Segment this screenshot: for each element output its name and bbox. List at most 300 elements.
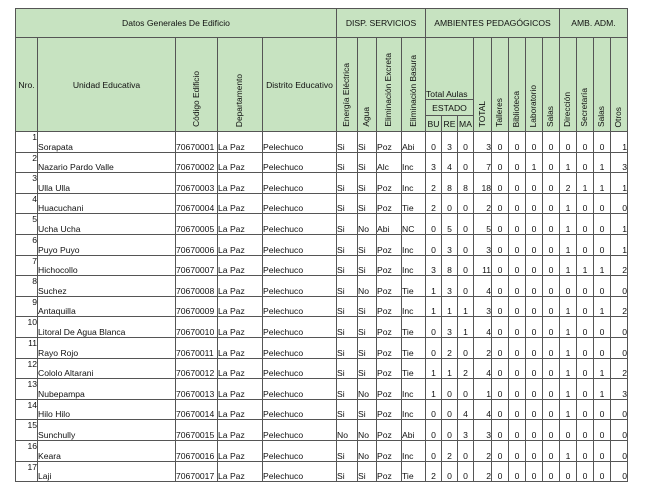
cell-salas-administrativas: 0 [594,420,611,441]
cell-direccion: 1 [560,399,577,420]
cell-direccion: 0 [560,420,577,441]
cell-aulas-ma: 0 [458,193,474,214]
cell-aulas-ma: 0 [458,234,474,255]
cell-laboratorio: 0 [526,193,543,214]
cell-salas-pedagogicas: 0 [543,317,560,338]
cell-direccion: 1 [560,255,577,276]
cell-codigo-edificio: 70670003 [176,173,218,194]
cell-direccion: 1 [560,234,577,255]
cell-agua: Si [358,399,377,420]
cell-aulas-total: 11 [474,255,492,276]
cell-agua: Si [358,358,377,379]
header-eliminacion-basura [402,38,426,132]
cell-eliminacion-basura: Inc [402,173,426,194]
cell-laboratorio: 0 [526,379,543,400]
cell-salas-administrativas: 1 [594,358,611,379]
cell-aulas-bu: 2 [426,193,442,214]
cell-unidad-educativa: Hilo Hilo [38,399,176,420]
header-otros-label: Otros [613,106,624,127]
header-secretaria-label: Secretaría [579,88,590,127]
cell-energia-electrica: Si [337,152,358,173]
cell-talleres: 0 [492,317,509,338]
cell-salas-administrativas: 0 [594,399,611,420]
cell-energia-electrica: Si [337,296,358,317]
group-disp-servicios: DISP. SERVICIOS [337,9,426,38]
group-amb-adm: AMB. ADM. [560,9,628,38]
header-re: RE [442,116,458,132]
table-row [16,193,628,214]
cell-secretaria: 0 [577,379,594,400]
cell-talleres: 0 [492,420,509,441]
cell-salas-pedagogicas: 0 [543,461,560,482]
cell-unidad-educativa: Huacuchani [38,193,176,214]
cell-biblioteca: 0 [509,440,526,461]
cell-aulas-re: 5 [442,214,458,235]
cell-aulas-ma: 0 [458,132,474,153]
cell-aulas-ma: 0 [458,276,474,297]
cell-departamento: La Paz [218,214,263,235]
cell-row-number: 2 [16,152,38,173]
cell-aulas-bu: 0 [426,420,442,441]
cell-aulas-ma: 4 [458,399,474,420]
cell-unidad-educativa: Rayo Rojo [38,337,176,358]
header-energia-electrica-label: Energía Eléctrica [341,63,352,127]
cell-departamento: La Paz [218,193,263,214]
cell-row-number: 17 [16,461,38,482]
cell-aulas-re: 3 [442,276,458,297]
cell-unidad-educativa: Suchez [38,276,176,297]
cell-aulas-total: 5 [474,214,492,235]
cell-salas-pedagogicas: 0 [543,234,560,255]
cell-aulas-bu: 0 [426,214,442,235]
cell-unidad-educativa: Sorapata [38,132,176,153]
cell-direccion: 0 [560,461,577,482]
cell-eliminacion-excreta: Poz [377,420,402,441]
cell-row-number: 1 [16,132,38,153]
cell-eliminacion-basura: Tie [402,276,426,297]
cell-distrito-educativo: Pelechuco [263,440,337,461]
cell-salas-pedagogicas: 0 [543,296,560,317]
cell-aulas-total: 2 [474,440,492,461]
cell-aulas-re: 8 [442,173,458,194]
cell-codigo-edificio: 70670002 [176,152,218,173]
cell-salas-administrativas: 0 [594,193,611,214]
cell-aulas-bu: 3 [426,255,442,276]
cell-unidad-educativa: Ucha Ucha [38,214,176,235]
header-nro: Nro. [16,38,38,132]
cell-aulas-bu: 1 [426,296,442,317]
cell-unidad-educativa: Cololo Altarani [38,358,176,379]
school-buildings-table [15,8,628,482]
table-row [16,296,628,317]
cell-codigo-edificio: 70670006 [176,234,218,255]
cell-biblioteca: 0 [509,317,526,338]
cell-aulas-ma: 0 [458,440,474,461]
cell-laboratorio: 0 [526,399,543,420]
cell-agua: No [358,440,377,461]
cell-energia-electrica: Si [337,379,358,400]
cell-secretaria: 0 [577,337,594,358]
header-total [474,38,492,132]
cell-direccion: 1 [560,193,577,214]
cell-direccion: 1 [560,152,577,173]
cell-salas-administrativas: 0 [594,337,611,358]
cell-eliminacion-excreta: Poz [377,173,402,194]
cell-codigo-edificio: 70670014 [176,399,218,420]
cell-biblioteca: 0 [509,234,526,255]
cell-codigo-edificio: 70670010 [176,317,218,338]
cell-distrito-educativo: Pelechuco [263,173,337,194]
cell-energia-electrica: Si [337,399,358,420]
cell-codigo-edificio: 70670004 [176,193,218,214]
cell-eliminacion-basura: Inc [402,440,426,461]
cell-biblioteca: 0 [509,399,526,420]
table-row [16,358,628,379]
cell-unidad-educativa: Antaquilla [38,296,176,317]
cell-biblioteca: 0 [509,358,526,379]
cell-direccion: 1 [560,214,577,235]
cell-direccion: 0 [560,276,577,297]
cell-agua: Si [358,132,377,153]
cell-salas-administrativas: 1 [594,379,611,400]
cell-eliminacion-excreta: Poz [377,399,402,420]
header-biblioteca [509,38,526,132]
cell-secretaria: 0 [577,296,594,317]
cell-agua: Si [358,317,377,338]
table-row [16,234,628,255]
cell-eliminacion-excreta: Poz [377,358,402,379]
cell-talleres: 0 [492,337,509,358]
cell-row-number: 8 [16,276,38,297]
header-unidad-educativa: Unidad Educativa [38,38,176,132]
cell-departamento: La Paz [218,255,263,276]
cell-salas-administrativas: 0 [594,132,611,153]
header-secretaria [577,38,594,132]
cell-otros: 0 [611,317,628,338]
header-codigo-edificio [176,38,218,132]
cell-unidad-educativa: Nubepampa [38,379,176,400]
cell-aulas-total: 2 [474,337,492,358]
cell-salas-pedagogicas: 0 [543,337,560,358]
cell-departamento: La Paz [218,276,263,297]
header-distrito-educativo: Distrito Educativo [263,38,337,132]
cell-salas-pedagogicas: 0 [543,276,560,297]
cell-talleres: 0 [492,296,509,317]
cell-codigo-edificio: 70670001 [176,132,218,153]
cell-eliminacion-excreta: Poz [377,193,402,214]
table-row [16,132,628,153]
cell-aulas-ma: 3 [458,420,474,441]
cell-departamento: La Paz [218,440,263,461]
cell-salas-administrativas: 0 [594,214,611,235]
cell-biblioteca: 0 [509,193,526,214]
cell-otros: 0 [611,337,628,358]
cell-secretaria: 0 [577,234,594,255]
cell-otros: 0 [611,193,628,214]
cell-distrito-educativo: Pelechuco [263,152,337,173]
cell-codigo-edificio: 70670012 [176,358,218,379]
cell-salas-administrativas: 0 [594,461,611,482]
cell-distrito-educativo: Pelechuco [263,317,337,338]
cell-eliminacion-excreta: Poz [377,276,402,297]
cell-aulas-re: 0 [442,379,458,400]
cell-aulas-total: 3 [474,420,492,441]
table-row [16,420,628,441]
cell-distrito-educativo: Pelechuco [263,399,337,420]
cell-eliminacion-basura: Tie [402,193,426,214]
cell-laboratorio: 0 [526,461,543,482]
cell-aulas-bu: 1 [426,358,442,379]
cell-aulas-bu: 0 [426,440,442,461]
cell-codigo-edificio: 70670009 [176,296,218,317]
cell-aulas-bu: 0 [426,317,442,338]
table-body [16,132,628,482]
cell-talleres: 0 [492,214,509,235]
cell-eliminacion-excreta: Poz [377,337,402,358]
cell-eliminacion-excreta: Poz [377,132,402,153]
cell-distrito-educativo: Pelechuco [263,379,337,400]
cell-eliminacion-basura: Tie [402,337,426,358]
cell-salas-pedagogicas: 0 [543,420,560,441]
cell-energia-electrica: Si [337,132,358,153]
cell-energia-electrica: Si [337,337,358,358]
header-eliminacion-excreta-label: Eliminación Excreta [383,53,394,127]
cell-unidad-educativa: Keara [38,440,176,461]
cell-departamento: La Paz [218,234,263,255]
cell-talleres: 0 [492,173,509,194]
cell-secretaria: 0 [577,214,594,235]
cell-agua: Si [358,461,377,482]
cell-salas-pedagogicas: 0 [543,255,560,276]
cell-aulas-bu: 0 [426,337,442,358]
header-laboratorio-label: Laboratorio [528,84,539,127]
cell-laboratorio: 0 [526,420,543,441]
cell-aulas-total: 3 [474,234,492,255]
cell-salas-administrativas: 1 [594,255,611,276]
cell-distrito-educativo: Pelechuco [263,461,337,482]
cell-biblioteca: 0 [509,337,526,358]
cell-otros: 0 [611,276,628,297]
cell-laboratorio: 0 [526,358,543,379]
cell-row-number: 13 [16,379,38,400]
cell-aulas-ma: 1 [458,317,474,338]
cell-biblioteca: 0 [509,379,526,400]
cell-biblioteca: 0 [509,296,526,317]
header-salas-pedagogicas [543,38,560,132]
table-row [16,399,628,420]
cell-distrito-educativo: Pelechuco [263,337,337,358]
cell-departamento: La Paz [218,296,263,317]
cell-row-number: 12 [16,358,38,379]
header-laboratorio [526,38,543,132]
cell-secretaria: 0 [577,440,594,461]
table-row [16,173,628,194]
cell-distrito-educativo: Pelechuco [263,420,337,441]
cell-unidad-educativa: Puyo Puyo [38,234,176,255]
cell-salas-administrativas: 1 [594,152,611,173]
cell-energia-electrica: Si [337,276,358,297]
cell-laboratorio: 0 [526,317,543,338]
cell-direccion: 1 [560,440,577,461]
header-direccion [560,38,577,132]
header-otros [611,38,628,132]
cell-codigo-edificio: 70670013 [176,379,218,400]
cell-aulas-re: 1 [442,296,458,317]
cell-aulas-total: 4 [474,358,492,379]
cell-secretaria: 1 [577,173,594,194]
cell-row-number: 14 [16,399,38,420]
group-datos-generales: Datos Generales De Edificio [16,9,337,38]
cell-salas-pedagogicas: 0 [543,152,560,173]
cell-aulas-ma: 1 [458,296,474,317]
cell-secretaria: 0 [577,193,594,214]
table-row [16,276,628,297]
cell-aulas-re: 1 [442,358,458,379]
cell-talleres: 0 [492,234,509,255]
cell-departamento: La Paz [218,461,263,482]
header-agua-label: Agua [361,107,372,127]
cell-eliminacion-excreta: Poz [377,317,402,338]
cell-laboratorio: 0 [526,214,543,235]
cell-talleres: 0 [492,399,509,420]
header-estado: ESTADO [426,100,474,116]
cell-aulas-total: 4 [474,399,492,420]
table-row [16,255,628,276]
header-salas-administrativas-label: Salas [596,106,607,127]
cell-aulas-bu: 2 [426,173,442,194]
cell-energia-electrica: Si [337,255,358,276]
header-departamento [218,38,263,132]
cell-aulas-total: 1 [474,379,492,400]
cell-aulas-total: 18 [474,173,492,194]
cell-departamento: La Paz [218,152,263,173]
cell-salas-pedagogicas: 0 [543,379,560,400]
cell-aulas-total: 2 [474,461,492,482]
cell-talleres: 0 [492,358,509,379]
cell-talleres: 0 [492,132,509,153]
header-biblioteca-label: Biblioteca [511,90,522,127]
cell-departamento: La Paz [218,379,263,400]
header-total-aulas: Total Aulas [426,38,474,100]
cell-aulas-total: 4 [474,317,492,338]
cell-agua: No [358,276,377,297]
cell-biblioteca: 0 [509,152,526,173]
cell-agua: Si [358,152,377,173]
cell-biblioteca: 0 [509,214,526,235]
cell-eliminacion-basura: Tie [402,358,426,379]
cell-eliminacion-excreta: Poz [377,296,402,317]
cell-direccion: 1 [560,379,577,400]
cell-laboratorio: 0 [526,440,543,461]
cell-unidad-educativa: Sunchully [38,420,176,441]
cell-direccion: 1 [560,296,577,317]
cell-direccion: 0 [560,132,577,153]
cell-talleres: 0 [492,276,509,297]
header-salas-administrativas [594,38,611,132]
cell-agua: Si [358,173,377,194]
cell-eliminacion-basura: Inc [402,255,426,276]
header-salas-pedagogicas-label: Salas [545,106,556,127]
cell-salas-administrativas: 0 [594,234,611,255]
cell-energia-electrica: Si [337,173,358,194]
cell-secretaria: 0 [577,461,594,482]
cell-agua: Si [358,193,377,214]
cell-secretaria: 0 [577,399,594,420]
cell-salas-administrativas: 0 [594,317,611,338]
header-total-label: TOTAL [476,100,487,127]
cell-laboratorio: 0 [526,173,543,194]
cell-salas-administrativas: 1 [594,173,611,194]
cell-agua: No [358,214,377,235]
cell-biblioteca: 0 [509,461,526,482]
cell-eliminacion-basura: Inc [402,399,426,420]
cell-secretaria: 0 [577,132,594,153]
table-row [16,379,628,400]
cell-agua: Si [358,296,377,317]
cell-aulas-total: 2 [474,193,492,214]
cell-aulas-re: 3 [442,132,458,153]
cell-talleres: 0 [492,152,509,173]
cell-row-number: 7 [16,255,38,276]
cell-eliminacion-basura: Abi [402,132,426,153]
header-ma: MA [458,116,474,132]
cell-otros: 2 [611,358,628,379]
table-row [16,152,628,173]
cell-otros: 3 [611,152,628,173]
cell-aulas-re: 8 [442,255,458,276]
cell-eliminacion-basura: Inc [402,152,426,173]
cell-eliminacion-excreta: Poz [377,440,402,461]
cell-salas-administrativas: 1 [594,296,611,317]
cell-row-number: 5 [16,214,38,235]
cell-codigo-edificio: 70670016 [176,440,218,461]
cell-aulas-bu: 3 [426,152,442,173]
cell-laboratorio: 0 [526,276,543,297]
cell-salas-pedagogicas: 0 [543,132,560,153]
cell-agua: No [358,420,377,441]
cell-distrito-educativo: Pelechuco [263,132,337,153]
cell-codigo-edificio: 70670005 [176,214,218,235]
cell-energia-electrica: Si [337,440,358,461]
cell-departamento: La Paz [218,358,263,379]
cell-secretaria: 0 [577,276,594,297]
cell-aulas-ma: 0 [458,379,474,400]
cell-agua: Si [358,337,377,358]
cell-talleres: 0 [492,379,509,400]
cell-biblioteca: 0 [509,132,526,153]
cell-otros: 0 [611,399,628,420]
cell-biblioteca: 0 [509,173,526,194]
cell-direccion: 1 [560,358,577,379]
school-buildings-table-wrapper [15,8,628,482]
cell-laboratorio: 0 [526,255,543,276]
cell-departamento: La Paz [218,337,263,358]
cell-eliminacion-excreta: Alc [377,152,402,173]
cell-eliminacion-excreta: Poz [377,461,402,482]
cell-aulas-re: 0 [442,193,458,214]
cell-talleres: 0 [492,255,509,276]
cell-agua: Si [358,234,377,255]
cell-unidad-educativa: Nazario Pardo Valle [38,152,176,173]
cell-eliminacion-basura: Inc [402,379,426,400]
header-direccion-label: Dirección [562,92,573,127]
cell-unidad-educativa: Hichocollo [38,255,176,276]
cell-salas-pedagogicas: 0 [543,358,560,379]
header-eliminacion-basura-label: Eliminación Basura [407,55,418,127]
cell-eliminacion-basura: Tie [402,317,426,338]
cell-aulas-re: 2 [442,337,458,358]
cell-direccion: 2 [560,173,577,194]
